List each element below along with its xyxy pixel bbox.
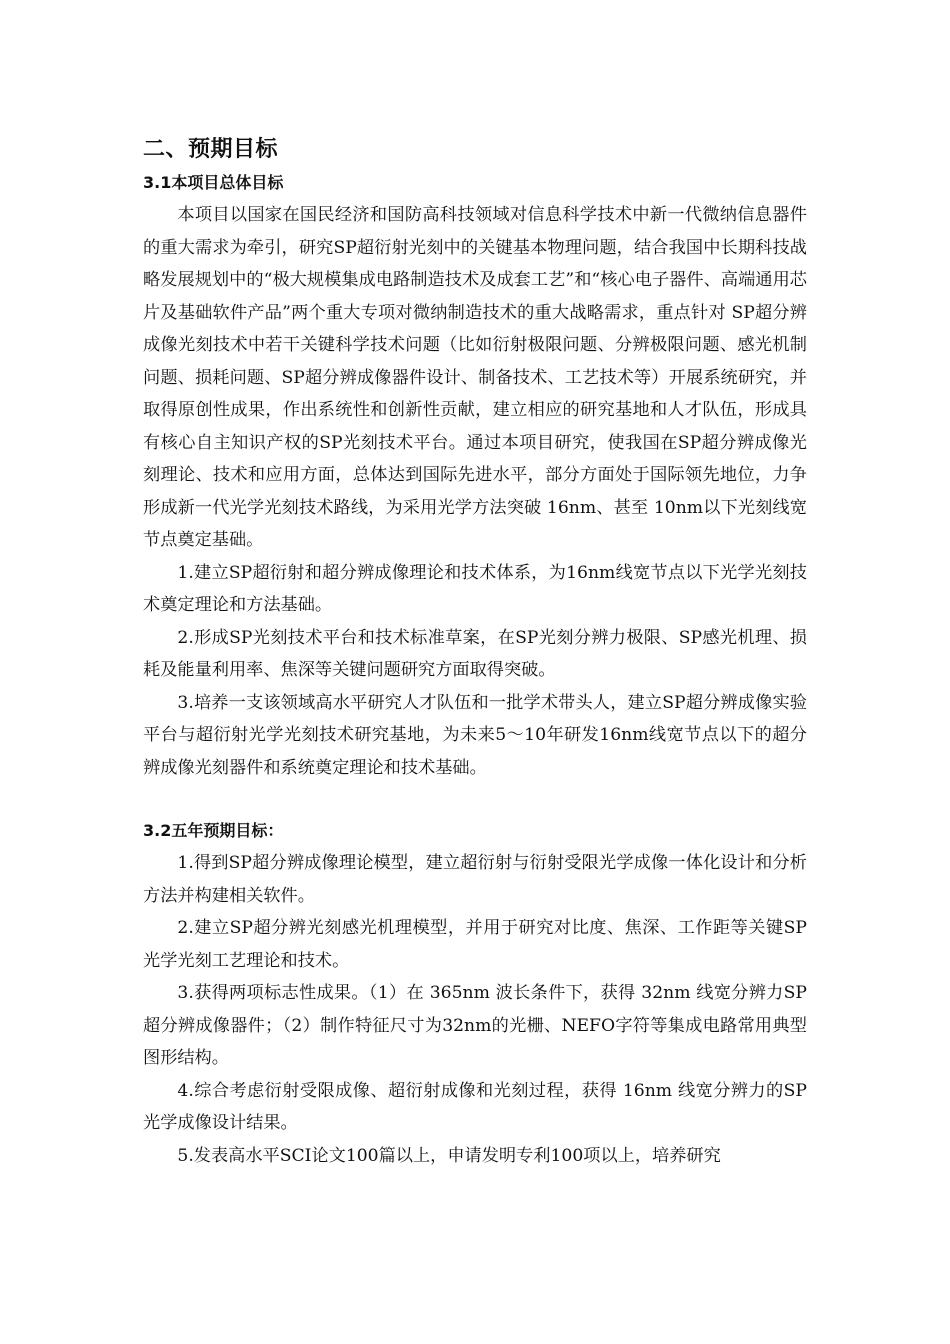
overall-goal-item: 1.建立SP超衍射和超分辨成像理论和技术体系，为16nm线宽节点以下光学光刻技术奠定理论和方法基础。 <box>143 562 807 615</box>
overall-goal-item: 2.形成SP光刻技术平台和技术标准草案，在SP光刻分辨力极限、SP感光机理、损耗及能量利用率、焦深等关键问题研究方面取得突破。 <box>143 627 807 680</box>
five-year-goal-item: 2.建立SP超分辨光刻感光机理模型，并用于研究对比度、焦深、工作距等关键SP光学光刻工艺理论和技术。 <box>143 918 807 971</box>
overall-goal-item: 3.培养一支该领域高水平研究人才队伍和一批学术带头人，建立SP超分辨成像实验平台与超衍射光学光刻技术研究基地，为未来5～10年研发16nm线宽节点以下的超分辨成像光刻器件和系统奠定理论和技术基础。 <box>143 692 807 778</box>
five-year-goal-item: 4.综合考虑衍射受限成像、超衍射成像和光刻过程，获得 16nm 线宽分辨力的SP光学成像设计结果。 <box>143 1080 807 1133</box>
document-page <box>143 133 807 1172</box>
overall-goals-intro: 本项目以国家在国民经济和国防高科技领域对信息科学技术中新一代微纳信息器件的重大需求为牵引，研究SP超衍射光刻中的关键基本物理问题，结合我国中长期科技战略发展规划中的“极大规模集成电路制造技术及成套工艺”和“核心电子器件、高端通用芯片及基础软件产品”两个重大专项对微纳制造技术的重大战略需求，重点针对 SP超分辨成像光刻技术中若干关键科学技术问题（比如衍射极限问题、分辨极限问题、感光机制问题、损耗问题、SP超分辨成像器件设计、制备技术、工艺技术等）开展系统研究，并取得原创性成果，作出系统性和创新性贡献，建立相应的研究基地和人才队伍，形成具有核心自主知识产权的SP光刻技术平台。通过本项目研究，使我国在SP超分辨成像光刻理论、技术和应用方面，总体达到国际先进水平，部分方面处于国际领先地位，力争形成新一代光学光刻技术路线，为采用光学方法突破 16nm、甚至 10nm以下光刻线宽节点奠定基础。 <box>143 205 807 550</box>
five-year-goal-item: 1.得到SP超分辨成像理论模型，建立超衍射与衍射受限光学成像一体化设计和分析方法并构建相关软件。 <box>143 853 807 906</box>
five-year-goal-item: 5.发表高水平SCI论文100篇以上，申请发明专利100项以上，培养研究 <box>177 1145 721 1166</box>
five-year-goals-heading: 3.2五年预期目标： <box>143 821 284 840</box>
overall-goals-heading: 3.1本项目总体目标 <box>143 173 284 192</box>
five-year-goal-item: 3.获得两项标志性成果。（1）在 365nm 波长条件下，获得 32nm 线宽分辨力SP超分辨成像器件；（2）制作特征尺寸为32nm的光栅、NEFO字符等集成电路常用典型图形结构。 <box>143 983 807 1068</box>
section-title: 二、预期目标 <box>143 137 279 162</box>
